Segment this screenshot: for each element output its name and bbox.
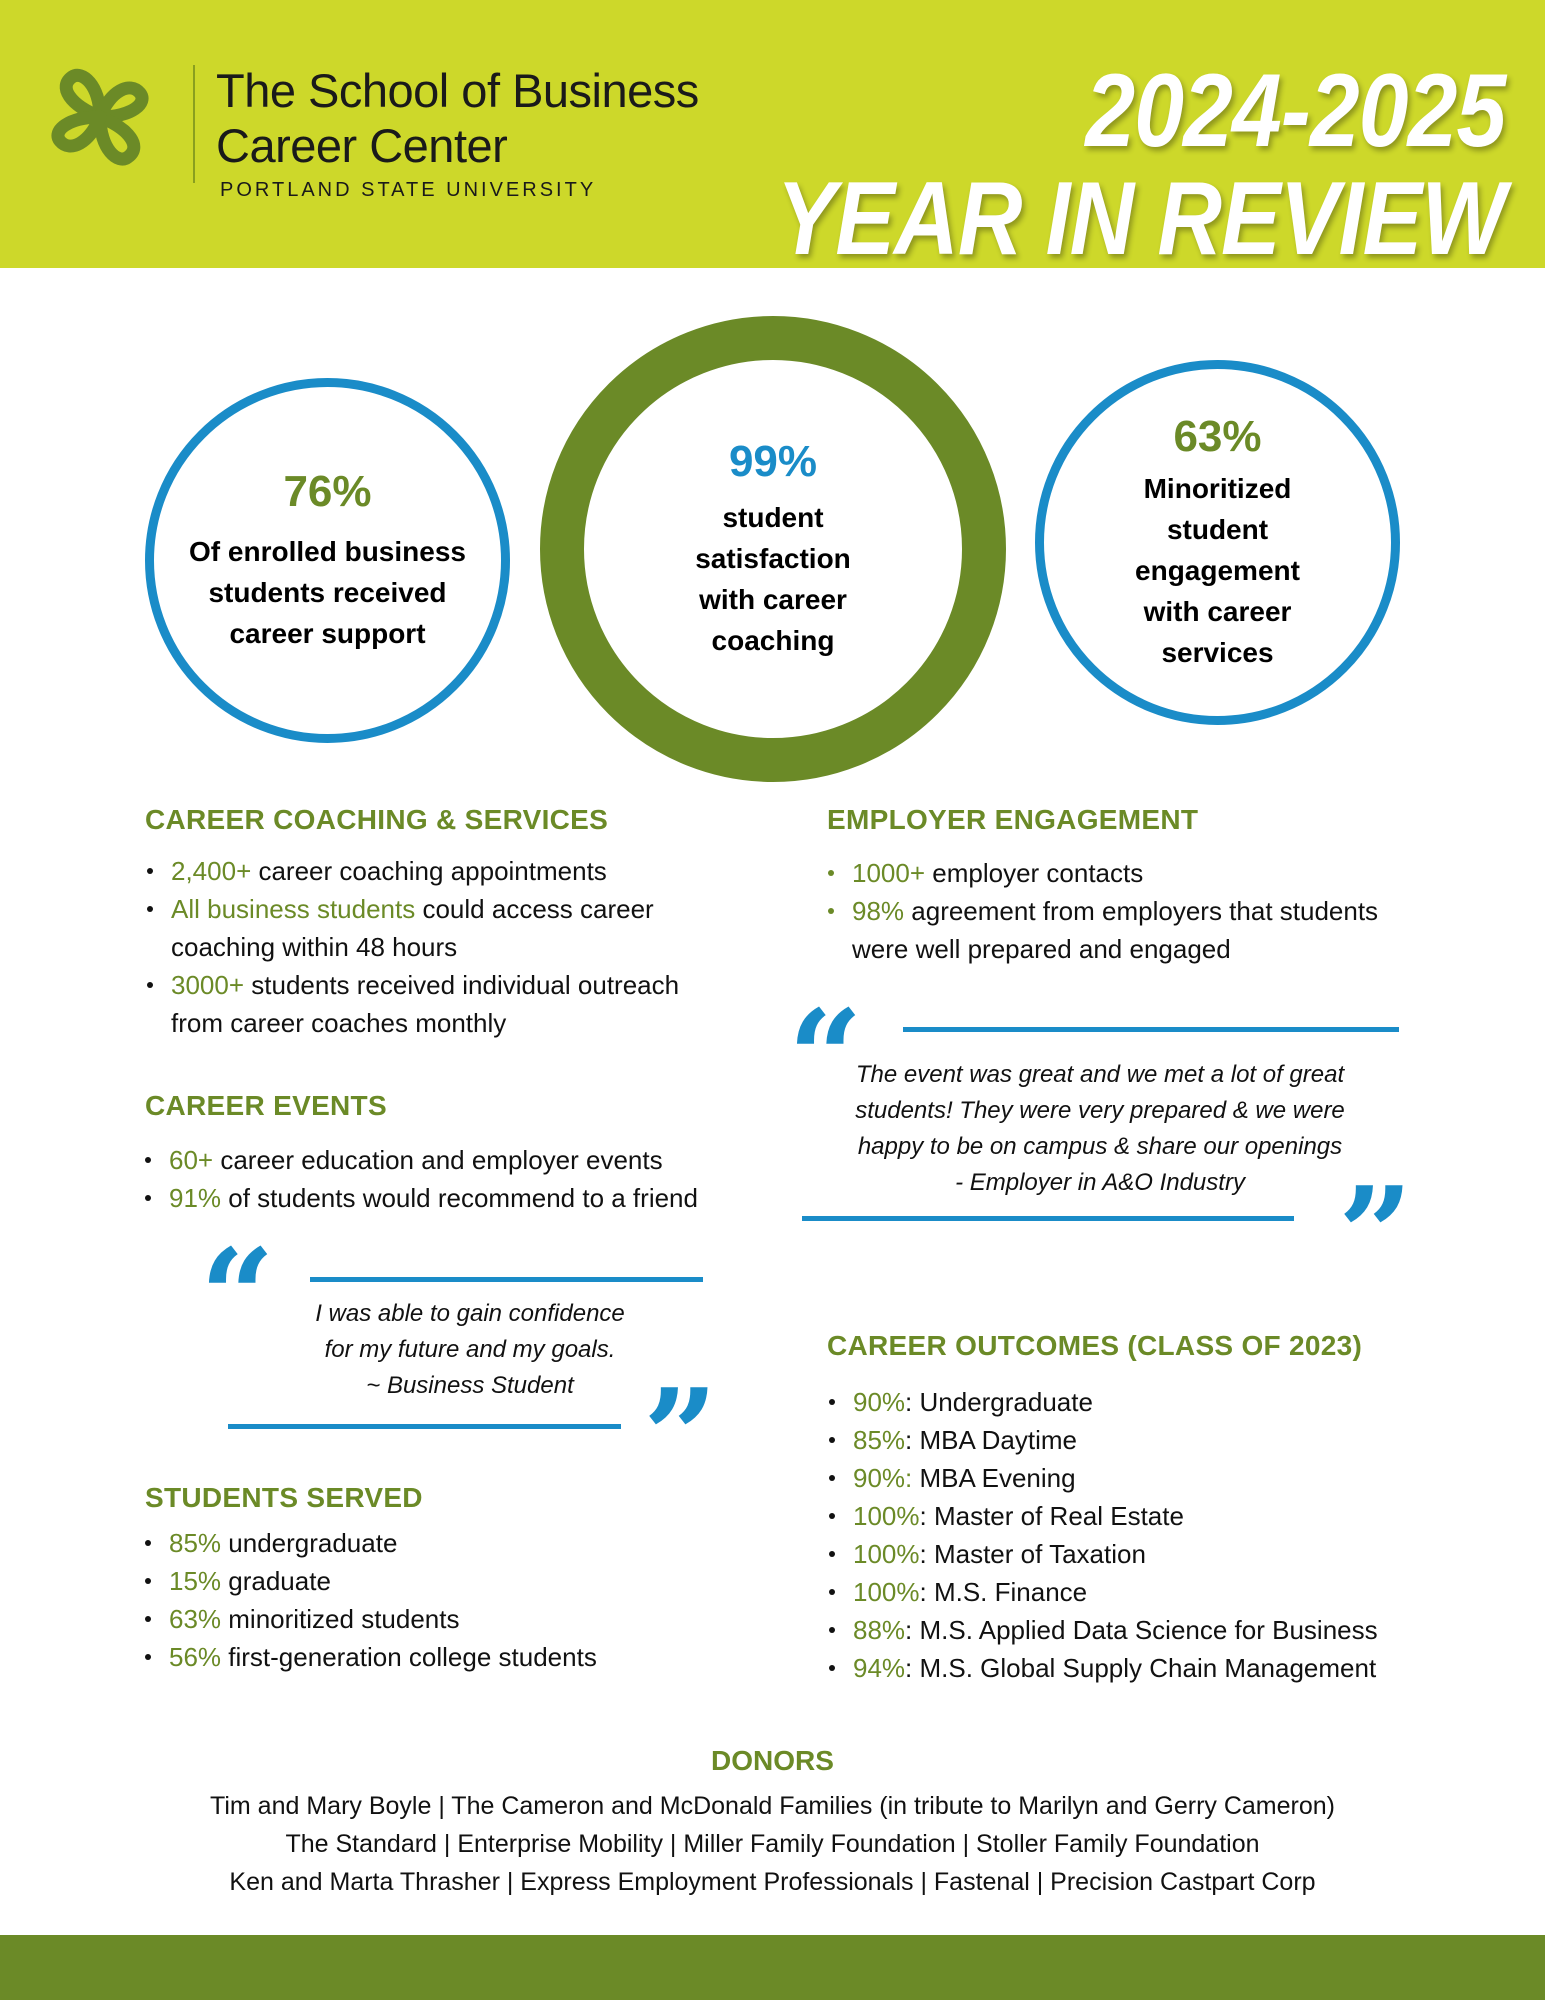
stat-label-line: student	[722, 502, 824, 533]
section-title-career-coaching: CAREER COACHING & SERVICES	[145, 804, 609, 835]
stat-circle-satisfaction	[540, 316, 1006, 782]
employer-engagement-list	[826, 854, 1378, 968]
page-title: YEAR IN REVIEW	[776, 161, 1505, 277]
stat-label-line: Minoritized	[1143, 473, 1292, 504]
quote-line: The event was great and we met a lot of great	[855, 1061, 1345, 1088]
stat-label-line: students received	[208, 577, 447, 608]
item-text: : Undergraduate	[905, 1387, 1093, 1417]
item-text: of students would recommend to a friend	[221, 1183, 698, 1213]
item-text: career coaching appointments	[251, 856, 607, 886]
stat-label-line: student	[1166, 514, 1269, 545]
item-text: graduate	[221, 1566, 331, 1596]
stat-label	[695, 497, 851, 661]
item-text: students received individual outreach	[244, 970, 680, 1000]
highlight: 15%	[169, 1566, 222, 1596]
highlight: 63%	[169, 1604, 222, 1634]
quote-divider-top	[903, 1027, 1399, 1032]
list-item	[826, 854, 1378, 892]
list-item	[827, 1459, 1378, 1497]
list-item	[145, 966, 679, 1042]
item-text: : M.S. Global Supply Chain Management	[905, 1653, 1377, 1683]
list-item	[827, 1649, 1378, 1687]
donors-line: The Standard | Enterprise Mobility | Miller Family Foundation | Stoller Family Foundation	[285, 1830, 1260, 1858]
item-text: first-generation college students	[221, 1642, 597, 1672]
item-text: : Master of Taxation	[919, 1539, 1146, 1569]
donors-line: Ken and Marta Thrasher | Express Employment Professionals | Fastenal | Precision Castpart Corp	[229, 1868, 1316, 1896]
employer-quote	[800, 1057, 1400, 1201]
student-quote	[270, 1296, 670, 1404]
highlight: 56%	[169, 1642, 222, 1672]
list-item	[143, 1179, 698, 1217]
list-item	[827, 1611, 1378, 1649]
highlight: 85%	[853, 1425, 906, 1455]
career-coaching-list	[145, 852, 679, 1042]
stat-circle-minoritized-engagement	[1035, 360, 1400, 725]
list-item	[143, 1562, 597, 1600]
item-text: minoritized students	[221, 1604, 460, 1634]
item-text: agreement from employers that students	[904, 896, 1379, 926]
list-item	[145, 852, 679, 890]
highlight: 85%	[169, 1528, 222, 1558]
stat-percent: 99%	[728, 437, 818, 486]
org-name-line1: The School of Business	[216, 64, 699, 117]
quote-line: students! They were very prepared & we were	[855, 1097, 1345, 1124]
section-title-employer-engagement: EMPLOYER ENGAGEMENT	[827, 804, 1199, 835]
stat-label-line: satisfaction	[695, 543, 851, 574]
highlight: 1000+	[852, 858, 926, 888]
quote-line: for my future and my goals.	[324, 1336, 616, 1363]
highlight: 94%	[853, 1653, 906, 1683]
list-item	[143, 1524, 597, 1562]
stat-label-line: engagement	[1135, 555, 1300, 586]
stat-label	[189, 531, 466, 654]
students-served-list	[143, 1524, 597, 1676]
section-title-career-outcomes: CAREER OUTCOMES (CLASS OF 2023)	[827, 1330, 1363, 1361]
highlight: 100%	[853, 1539, 920, 1569]
highlight: 90%	[853, 1387, 906, 1417]
open-quote-icon: “	[200, 1220, 275, 1373]
highlight: All business students	[171, 894, 416, 924]
page-title-year: 2024-2025	[1085, 53, 1505, 169]
close-quote-icon: ”	[643, 1360, 718, 1513]
close-quote-icon: ”	[1338, 1158, 1413, 1311]
stat-label-line: coaching	[711, 625, 835, 656]
section-title-donors: DONORS	[711, 1745, 834, 1776]
quote-line: I was able to gain confidence	[315, 1300, 625, 1327]
stat-label-line: services	[1161, 637, 1274, 668]
item-text: could access career	[415, 894, 654, 924]
quote-divider-bottom	[228, 1424, 621, 1429]
list-item	[827, 1421, 1378, 1459]
career-events-list	[143, 1141, 698, 1217]
highlight: 90%:	[853, 1463, 913, 1493]
header-banner	[0, 0, 1545, 277]
quote-divider-bottom	[802, 1216, 1294, 1221]
list-item	[143, 1141, 698, 1179]
stat-label-line: Of enrolled business	[189, 536, 466, 567]
item-text: : M.S. Applied Data Science for Business	[905, 1615, 1378, 1645]
list-item	[827, 1573, 1378, 1611]
highlight: 3000+	[171, 970, 245, 1000]
item-text-cont: from career coaches monthly	[171, 1008, 507, 1038]
list-item	[826, 892, 1378, 968]
item-text-cont: were well prepared and engaged	[852, 934, 1231, 964]
item-text: career education and employer events	[213, 1145, 663, 1175]
item-text: : M.S. Finance	[919, 1577, 1088, 1607]
quote-line: happy to be on campus & share our openings	[857, 1133, 1343, 1160]
item-text-cont: coaching within 48 hours	[171, 932, 458, 962]
highlight: 2,400+	[171, 856, 252, 886]
stat-percent: 76%	[283, 467, 372, 516]
psu-cross-logo-icon	[30, 55, 170, 180]
stat-percent: 63%	[1173, 412, 1262, 461]
highlight: 60+	[169, 1145, 214, 1175]
item-text: employer contacts	[925, 858, 1144, 888]
career-outcomes-list	[827, 1383, 1378, 1687]
highlight: 88%	[853, 1615, 906, 1645]
highlight: 91%	[169, 1183, 222, 1213]
list-item	[145, 890, 679, 966]
quote-attribution: ~ Business Student	[366, 1372, 574, 1399]
item-text: : MBA Daytime	[905, 1425, 1077, 1455]
list-item	[827, 1383, 1378, 1421]
university-name: PORTLAND STATE UNIVERSITY	[220, 179, 597, 201]
list-item	[827, 1535, 1378, 1573]
stat-circle-career-support	[145, 378, 510, 743]
list-item	[827, 1497, 1378, 1535]
item-text: undergraduate	[221, 1528, 398, 1558]
quote-divider-top	[310, 1277, 703, 1282]
logo-divider	[193, 65, 195, 183]
highlight: 100%	[853, 1501, 920, 1531]
highlight: 98%	[852, 896, 905, 926]
stat-label-line: with career	[699, 584, 847, 615]
stat-label-line: career support	[229, 618, 426, 649]
item-text: MBA Evening	[912, 1463, 1076, 1493]
list-item	[143, 1600, 597, 1638]
donors-line: Tim and Mary Boyle | The Cameron and McDonald Families (in tribute to Marilyn and Gerry Cameron)	[210, 1792, 1335, 1820]
item-text: : Master of Real Estate	[919, 1501, 1184, 1531]
section-title-students-served: STUDENTS SERVED	[145, 1482, 423, 1513]
footer-band	[0, 1935, 1545, 2000]
quote-attribution: - Employer in A&O Industry	[955, 1169, 1245, 1196]
list-item	[143, 1638, 597, 1676]
stat-label	[1135, 468, 1300, 673]
section-title-career-events: CAREER EVENTS	[145, 1090, 387, 1121]
org-name-line2: Career Center	[216, 119, 508, 172]
open-quote-icon: “	[788, 981, 863, 1134]
highlight: 100%	[853, 1577, 920, 1607]
stat-label-line: with career	[1143, 596, 1292, 627]
